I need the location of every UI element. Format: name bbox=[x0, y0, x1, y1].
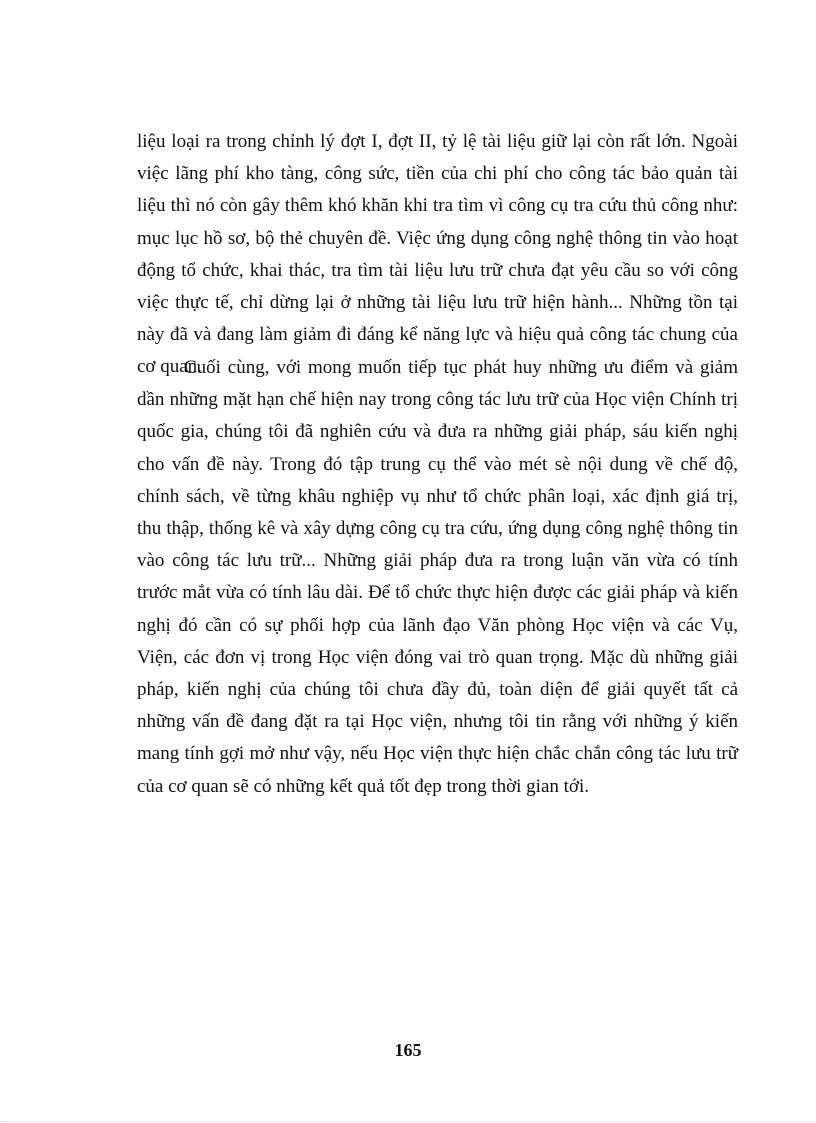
paragraph-1 bbox=[137, 126, 738, 384]
paragraph-1-line-2: việc lãng phí kho tàng, công sức, tiền của chi phí cho công tác bảo quản tài bbox=[137, 163, 738, 185]
paragraph-2-line-14: của cơ quan sẽ có những kết quả tốt đẹp trong thời gian tới. bbox=[137, 775, 590, 797]
paragraph-2-line-2: dần những mặt hạn chế hiện nay trong công tác lưu trữ của Học viện Chính trị bbox=[137, 389, 738, 411]
paragraph-2-line-13: mang tính gợi mở như vậy, nếu Học viện thực hiện chắc chắn công tác lưu trữ bbox=[137, 743, 738, 765]
paragraph-2-line-12: những vấn đề đang đặt ra tại Học viện, nhưng tôi tin rằng với những ý kiến bbox=[137, 711, 738, 733]
paragraph-1-line-8: cơ quan. bbox=[137, 356, 202, 378]
paragraph-1-line-1: liệu loại ra trong chỉnh lý đợt I, đợt II, tỷ lệ tài liệu giữ lại còn rất lớn. Ngoài bbox=[137, 131, 738, 152]
paragraph-1-line-3: liệu thì nó còn gây thêm khó khăn khi tra tìm vì công cụ tra cứu thủ công như: bbox=[137, 195, 738, 217]
paragraph-2-line-8: trước mắt vừa có tính lâu dài. Để tổ chức thực hiện được các giải pháp và kiến bbox=[137, 582, 738, 604]
paragraph-2 bbox=[137, 352, 738, 803]
paragraph-1-line-4: mục lục hồ sơ, bộ thẻ chuyên đề. Việc ứng dụng công nghệ thông tin vào hoạt bbox=[137, 227, 738, 249]
paragraph-2-line-3: quốc gia, chúng tôi đã nghiên cứu và đưa ra những giải pháp, sáu kiến nghị bbox=[137, 421, 738, 443]
paragraph-2-line-7: vào công tác lưu trữ... Những giải pháp đưa ra trong luận văn vừa có tính bbox=[137, 550, 738, 572]
page-number: 165 bbox=[394, 1040, 422, 1060]
paragraph-1-line-6: việc thực tế, chỉ dừng lại ở những tài liệu lưu trữ hiện hành... Những tồn tại bbox=[137, 292, 738, 314]
paragraph-1-line-7: này đã và đang làm giảm đi đáng kể năng lực và hiệu quả công tác chung của bbox=[137, 324, 738, 346]
paragraph-2-line-4: cho vấn đề này. Trong đó tập trung cụ thể vào mét sè nội dung về chế độ, bbox=[137, 453, 738, 475]
paragraph-2-line-6: thu thập, thống kê và xây dựng công cụ tra cứu, ứng dụng công nghệ thông tin bbox=[137, 518, 738, 540]
paragraph-2-line-9: nghị đó cần có sự phối hợp của lãnh đạo Văn phòng Học viện và các Vụ, bbox=[137, 614, 738, 636]
paragraph-2-line-10: Viện, các đơn vị trong Học viện đóng vai trò quan trọng. Mặc dù những giải bbox=[137, 646, 738, 668]
paragraph-1-line-5: động tổ chức, khai thác, tra tìm tài liệu lưu trữ chưa đạt yêu cầu so với công bbox=[137, 259, 738, 281]
paragraph-2-line-5: chính sách, về từng khâu nghiệp vụ như tổ chức phân loại, xác định giá trị, bbox=[137, 485, 738, 507]
paragraph-2-line-1: Cuối cùng, với mong muốn tiếp tục phát huy những ưu điểm và giảm bbox=[184, 357, 738, 378]
paragraph-2-line-11: pháp, kiến nghị của chúng tôi chưa đầy đủ, toàn diện để giải quyết tất cả bbox=[137, 679, 738, 701]
